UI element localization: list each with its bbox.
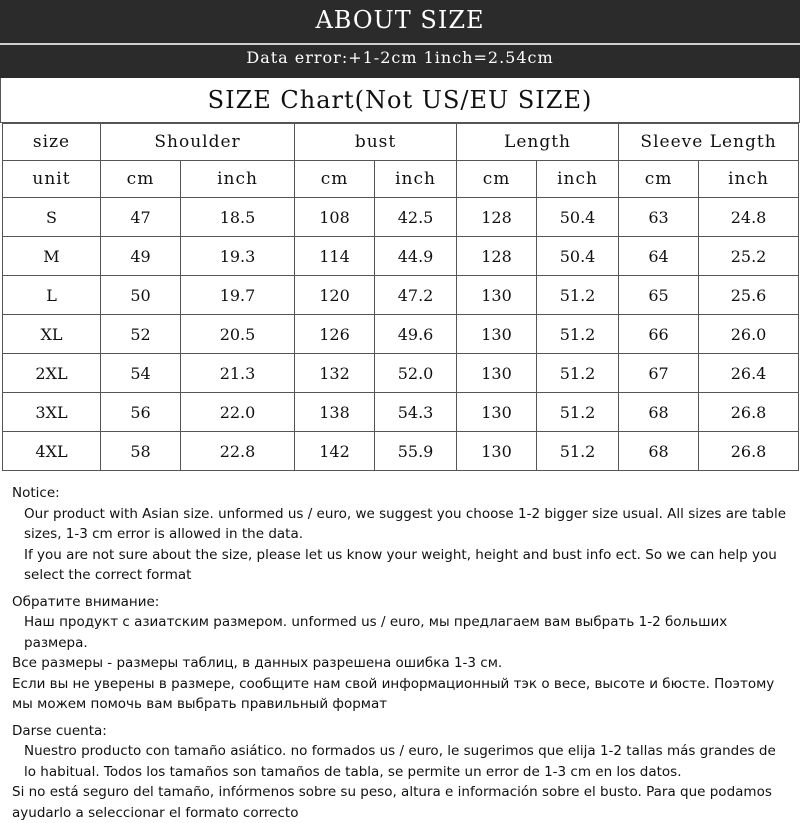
notice-en-heading: Notice:: [12, 485, 60, 501]
unit-cell: cm: [457, 161, 537, 198]
table-cell: 49: [101, 237, 181, 276]
table-cell: 63: [619, 198, 699, 237]
notice-en-p2: If you are not sure about the size, please let us know your weight, height and bust info ect. So we can help you select the correct format: [24, 546, 777, 583]
table-cell: 130: [457, 276, 537, 315]
table-cell: 21.3: [181, 354, 295, 393]
table-unit-row: [3, 161, 799, 198]
table-cell: 51.2: [537, 354, 619, 393]
table-cell: 52.0: [375, 354, 457, 393]
table-cell: 44.9: [375, 237, 457, 276]
table-cell: 65: [619, 276, 699, 315]
table-cell: 130: [457, 354, 537, 393]
unit-cell: cm: [101, 161, 181, 198]
header-bust: bust: [295, 124, 457, 161]
notice-ru-heading: Обратите внимание:: [12, 593, 160, 610]
table-cell: 26.8: [699, 432, 799, 471]
size-rows: [3, 198, 799, 471]
table-cell: 138: [295, 393, 375, 432]
table-cell: 26.8: [699, 393, 799, 432]
header-sleeve-length: Sleeve Length: [619, 124, 799, 161]
notice-es-p2: Si no está seguro del tamaño, infórmenos sobre su peso, altura e información sobre el busto. Para que podamos ayudarlo a seleccionar el formato correcto: [12, 784, 772, 821]
header-length: Length: [457, 124, 619, 161]
table-cell: 68: [619, 432, 699, 471]
table-cell: 64: [619, 237, 699, 276]
size-label: M: [3, 237, 101, 276]
table-cell: 120: [295, 276, 375, 315]
table-cell: 22.8: [181, 432, 295, 471]
table-cell: 51.2: [537, 315, 619, 354]
table-cell: 132: [295, 354, 375, 393]
table-row: [3, 354, 799, 393]
table-cell: 42.5: [375, 198, 457, 237]
table-cell: 47.2: [375, 276, 457, 315]
unit-cell: inch: [537, 161, 619, 198]
table-cell: 50.4: [537, 237, 619, 276]
table-cell: 22.0: [181, 393, 295, 432]
table-cell: 19.3: [181, 237, 295, 276]
table-row: [3, 198, 799, 237]
header-shoulder: Shoulder: [101, 124, 295, 161]
table-header-row: [3, 124, 799, 161]
table-cell: 58: [101, 432, 181, 471]
table-cell: 67: [619, 354, 699, 393]
notice-section: [12, 483, 792, 823]
size-label: 3XL: [3, 393, 101, 432]
table-cell: 24.8: [699, 198, 799, 237]
table-cell: 51.2: [537, 393, 619, 432]
table-cell: 25.2: [699, 237, 799, 276]
table-cell: 128: [457, 198, 537, 237]
notice-ru-p3: Если вы не уверены в размере, сообщите нам свой информационный тэк о весе, высоте и бюсте. Поэтому мы можем помочь вам выбрать правильный формат: [12, 675, 775, 712]
size-label: S: [3, 198, 101, 237]
table-cell: 55.9: [375, 432, 457, 471]
banner-divider: [0, 43, 800, 45]
table-cell: 108: [295, 198, 375, 237]
unit-cell: inch: [699, 161, 799, 198]
table-cell: 50: [101, 276, 181, 315]
table-cell: 128: [457, 237, 537, 276]
size-label: 2XL: [3, 354, 101, 393]
table-cell: 130: [457, 393, 537, 432]
table-cell: 68: [619, 393, 699, 432]
unit-cell: inch: [181, 161, 295, 198]
table-row: [3, 315, 799, 354]
unit-cell: cm: [295, 161, 375, 198]
table-cell: 54: [101, 354, 181, 393]
table-cell: 20.5: [181, 315, 295, 354]
table-cell: 25.6: [699, 276, 799, 315]
table-cell: 51.2: [537, 432, 619, 471]
table-row: [3, 237, 799, 276]
table-cell: 126: [295, 315, 375, 354]
size-label: 4XL: [3, 432, 101, 471]
table-cell: 18.5: [181, 198, 295, 237]
notice-en-p1: Our product with Asian size. unformed us / euro, we suggest you choose 1-2 bigger size usual. All sizes are table sizes, 1-3 cm error is allowed in the data.: [24, 505, 787, 542]
header-size: size: [3, 124, 101, 161]
notice-ru-p1: Наш продукт с азиатским размером. unformed us / euro, мы предлагаем вам выбрать 1-2 больших размера.: [24, 614, 728, 651]
table-cell: 47: [101, 198, 181, 237]
table-cell: 26.4: [699, 354, 799, 393]
notice-ru-p2: Все размеры - размеры таблиц, в данных разрешена ошибка 1-3 см.: [12, 655, 503, 671]
table-cell: 52: [101, 315, 181, 354]
table-cell: 56: [101, 393, 181, 432]
size-label: XL: [3, 315, 101, 354]
table-cell: 130: [457, 315, 537, 354]
table-cell: 50.4: [537, 198, 619, 237]
table-cell: 51.2: [537, 276, 619, 315]
unit-cell: inch: [375, 161, 457, 198]
table-cell: 26.0: [699, 315, 799, 354]
data-error-note: Data error:+1-2cm 1inch=2.54cm: [246, 48, 554, 67]
unit-label: unit: [3, 161, 101, 198]
unit-cell: cm: [619, 161, 699, 198]
table-cell: 66: [619, 315, 699, 354]
notice-es-p1: Nuestro producto con tamaño asiático. no formados us / euro, le sugerimos que elija 1-2 tallas más grandes de lo habitual. Todos los tamaños son tamaños de tabla, se permite un error de 1-3 cm en los datos.: [24, 743, 776, 780]
page-title: ABOUT SIZE: [315, 6, 485, 34]
size-table: [2, 123, 799, 471]
table-cell: 49.6: [375, 315, 457, 354]
table-cell: 114: [295, 237, 375, 276]
size-label: L: [3, 276, 101, 315]
table-row: [3, 393, 799, 432]
table-row: [3, 432, 799, 471]
table-row: [3, 276, 799, 315]
notice-es-heading: Darse cuenta:: [12, 722, 107, 739]
header-banner: [0, 0, 800, 78]
table-cell: 54.3: [375, 393, 457, 432]
table-cell: 19.7: [181, 276, 295, 315]
table-cell: 142: [295, 432, 375, 471]
table-cell: 130: [457, 432, 537, 471]
size-chart-title: SIZE Chart(Not US/EU SIZE): [0, 78, 800, 123]
